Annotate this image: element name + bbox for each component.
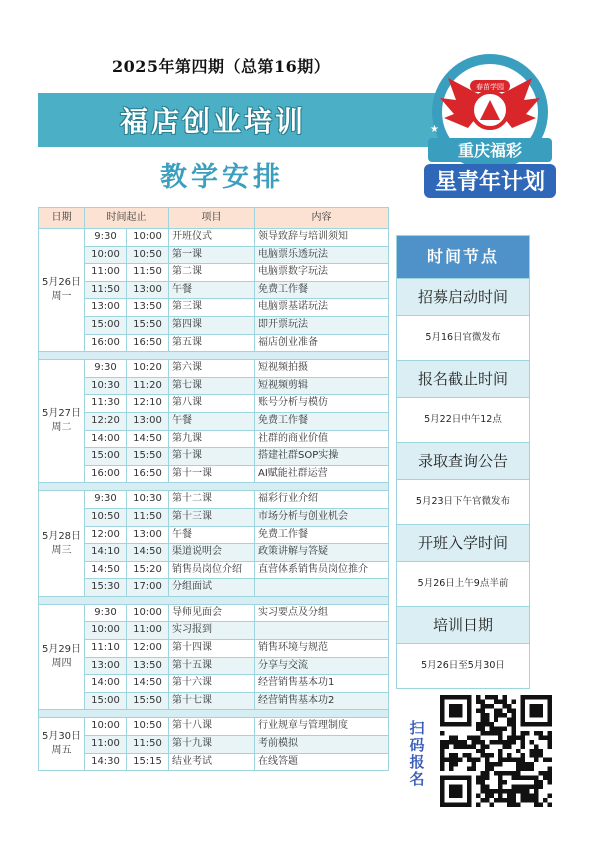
table-row xyxy=(39,657,389,675)
table-row xyxy=(39,604,389,622)
header-date: 日期 xyxy=(39,208,85,229)
day-date: 5月28日 xyxy=(41,530,82,542)
start-time-cell: 10:00 xyxy=(85,622,127,640)
start-time-cell: 11:00 xyxy=(85,736,127,754)
item-cell: 开班仪式 xyxy=(169,229,255,247)
topic-cell: 市场分析与创业机会 xyxy=(255,508,389,526)
day-date: 5月27日 xyxy=(41,408,82,420)
item-cell: 午餐 xyxy=(169,412,255,430)
start-time-cell: 15:30 xyxy=(85,579,127,597)
table-row xyxy=(39,448,389,466)
start-time-cell: 9:30 xyxy=(85,360,127,378)
table-row xyxy=(39,526,389,544)
item-cell: 午餐 xyxy=(169,526,255,544)
end-time-cell: 16:50 xyxy=(127,334,169,352)
schedule-body xyxy=(39,229,389,771)
end-time-cell: 11:50 xyxy=(127,736,169,754)
topic-cell: 搭建社群SOP实操 xyxy=(255,448,389,466)
item-cell: 午餐 xyxy=(169,281,255,299)
timeline-node-value: 5月26日至5月30日 xyxy=(397,643,529,688)
end-time-cell: 14:50 xyxy=(127,430,169,448)
start-time-cell: 14:30 xyxy=(85,753,127,771)
svg-text:★: ★ xyxy=(536,61,547,75)
logo-brand-line1: 重庆福彩 xyxy=(457,141,523,160)
end-time-cell: 13:50 xyxy=(127,657,169,675)
timeline-node-value: 5月23日下午官微发布 xyxy=(397,479,529,524)
end-time-cell: 10:20 xyxy=(127,360,169,378)
table-row xyxy=(39,508,389,526)
end-time-cell: 13:50 xyxy=(127,299,169,317)
item-cell: 第十一课 xyxy=(169,465,255,483)
end-time-cell: 10:50 xyxy=(127,246,169,264)
start-time-cell: 10:00 xyxy=(85,718,127,736)
item-cell: 第七课 xyxy=(169,377,255,395)
topic-cell: 免费工作餐 xyxy=(255,412,389,430)
item-cell: 第十四课 xyxy=(169,640,255,658)
topic-cell: 即开票玩法 xyxy=(255,316,389,334)
item-cell: 第十二课 xyxy=(169,491,255,509)
topic-cell: 经营销售基本功1 xyxy=(255,675,389,693)
end-time-cell: 12:00 xyxy=(127,640,169,658)
table-row xyxy=(39,579,389,597)
topic-cell xyxy=(255,622,389,640)
end-time-cell: 17:00 xyxy=(127,579,169,597)
start-time-cell: 14:00 xyxy=(85,430,127,448)
item-cell: 第十七课 xyxy=(169,692,255,710)
item-cell: 导师见面会 xyxy=(169,604,255,622)
table-row xyxy=(39,640,389,658)
table-row xyxy=(39,264,389,282)
topic-cell: 实习要点及分组 xyxy=(255,604,389,622)
end-time-cell: 11:20 xyxy=(127,377,169,395)
item-cell: 第五课 xyxy=(169,334,255,352)
topic-cell: 领导致辞与培训须知 xyxy=(255,229,389,247)
day-cell xyxy=(39,360,85,483)
item-cell: 第三课 xyxy=(169,299,255,317)
table-row xyxy=(39,622,389,640)
day-date: 5月30日 xyxy=(41,731,82,743)
item-cell: 第二课 xyxy=(169,264,255,282)
item-cell: 销售员岗位介绍 xyxy=(169,561,255,579)
topic-cell: 直营体系销售员岗位推介 xyxy=(255,561,389,579)
end-time-cell: 16:50 xyxy=(127,465,169,483)
table-row xyxy=(39,465,389,483)
scan-caption: 扫码报名 xyxy=(409,719,425,788)
schedule-table xyxy=(38,207,389,771)
table-row xyxy=(39,334,389,352)
item-cell: 第一课 xyxy=(169,246,255,264)
topic-cell: 销售环境与规范 xyxy=(255,640,389,658)
table-row xyxy=(39,281,389,299)
day-weekday: 周二 xyxy=(51,422,72,434)
timeline-heading: 时间节点 xyxy=(397,236,529,278)
item-cell: 第十三课 xyxy=(169,508,255,526)
item-cell: 第十五课 xyxy=(169,657,255,675)
day-separator xyxy=(39,352,389,360)
table-row xyxy=(39,561,389,579)
start-time-cell: 9:30 xyxy=(85,491,127,509)
end-time-cell: 13:00 xyxy=(127,526,169,544)
topic-cell: 账号分析与模仿 xyxy=(255,395,389,413)
start-time-cell: 12:00 xyxy=(85,526,127,544)
day-cell xyxy=(39,491,85,597)
topic-cell: AI赋能社群运营 xyxy=(255,465,389,483)
timeline-node-value: 5月16日官微发布 xyxy=(397,315,529,360)
day-weekday: 周四 xyxy=(51,658,72,670)
item-cell: 第十六课 xyxy=(169,675,255,693)
end-time-cell: 15:15 xyxy=(127,753,169,771)
end-time-cell: 15:20 xyxy=(127,561,169,579)
day-cell xyxy=(39,229,85,352)
start-time-cell: 10:00 xyxy=(85,246,127,264)
start-time-cell: 10:30 xyxy=(85,377,127,395)
end-time-cell: 14:50 xyxy=(127,544,169,562)
end-time-cell: 13:00 xyxy=(127,281,169,299)
day-date: 5月26日 xyxy=(41,277,82,289)
table-row xyxy=(39,316,389,334)
topic-cell xyxy=(255,579,389,597)
start-time-cell: 11:10 xyxy=(85,640,127,658)
end-time-cell: 15:50 xyxy=(127,692,169,710)
timeline-node-label: 招募启动时间 xyxy=(397,278,529,315)
topic-cell: 在线答题 xyxy=(255,753,389,771)
start-time-cell: 9:30 xyxy=(85,229,127,247)
topic-cell: 短视频剪辑 xyxy=(255,377,389,395)
start-time-cell: 12:20 xyxy=(85,412,127,430)
start-time-cell: 9:30 xyxy=(85,604,127,622)
table-header-row xyxy=(39,208,389,229)
end-time-cell: 11:50 xyxy=(127,508,169,526)
topic-cell: 分享与交流 xyxy=(255,657,389,675)
start-time-cell: 11:30 xyxy=(85,395,127,413)
item-cell: 第六课 xyxy=(169,360,255,378)
timeline-node-value: 5月22日中午12点 xyxy=(397,397,529,442)
day-cell xyxy=(39,718,85,771)
item-cell: 第十九课 xyxy=(169,736,255,754)
end-time-cell: 12:10 xyxy=(127,395,169,413)
start-time-cell: 15:00 xyxy=(85,448,127,466)
timeline-panel xyxy=(396,235,530,689)
timeline-node-label: 录取查询公告 xyxy=(397,442,529,479)
topic-cell: 电脑票乐透玩法 xyxy=(255,246,389,264)
start-time-cell: 15:00 xyxy=(85,316,127,334)
svg-text:★: ★ xyxy=(546,124,555,135)
table-row xyxy=(39,491,389,509)
timeline-node-label: 培训日期 xyxy=(397,606,529,643)
topic-cell: 短视频拍摄 xyxy=(255,360,389,378)
svg-text:★: ★ xyxy=(430,124,439,135)
topic-cell: 免费工作餐 xyxy=(255,526,389,544)
qr-code-icon[interactable] xyxy=(440,695,552,807)
start-time-cell: 10:50 xyxy=(85,508,127,526)
timeline-nodes xyxy=(397,278,529,688)
start-time-cell: 13:00 xyxy=(85,299,127,317)
end-time-cell: 10:50 xyxy=(127,718,169,736)
day-cell xyxy=(39,604,85,710)
day-separator xyxy=(39,596,389,604)
topic-cell: 政策讲解与答疑 xyxy=(255,544,389,562)
header-time: 时间起止 xyxy=(85,208,169,229)
topic-cell: 电脑票数字玩法 xyxy=(255,264,389,282)
topic-cell: 福彩行业介绍 xyxy=(255,491,389,509)
day-separator xyxy=(39,710,389,718)
end-time-cell: 13:00 xyxy=(127,412,169,430)
start-time-cell: 14:00 xyxy=(85,675,127,693)
timeline-node-value: 5月26日上午9点半前 xyxy=(397,561,529,606)
end-time-cell: 14:50 xyxy=(127,675,169,693)
start-time-cell: 16:00 xyxy=(85,334,127,352)
day-weekday: 周一 xyxy=(51,291,72,303)
day-weekday: 周五 xyxy=(51,745,72,757)
item-cell: 第十课 xyxy=(169,448,255,466)
topic-cell: 福店创业准备 xyxy=(255,334,389,352)
end-time-cell: 15:50 xyxy=(127,448,169,466)
start-time-cell: 11:50 xyxy=(85,281,127,299)
topic-cell: 免费工作餐 xyxy=(255,281,389,299)
item-cell: 第四课 xyxy=(169,316,255,334)
item-cell: 渠道说明会 xyxy=(169,544,255,562)
item-cell: 分组面试 xyxy=(169,579,255,597)
start-time-cell: 16:00 xyxy=(85,465,127,483)
table-row xyxy=(39,299,389,317)
table-row xyxy=(39,753,389,771)
table-row xyxy=(39,718,389,736)
item-cell: 第九课 xyxy=(169,430,255,448)
timeline-node-label: 报名截止时间 xyxy=(397,360,529,397)
table-row xyxy=(39,377,389,395)
page-subtitle: 教学安排 xyxy=(160,162,284,193)
topic-cell: 经营销售基本功2 xyxy=(255,692,389,710)
item-cell: 实习报到 xyxy=(169,622,255,640)
table-row xyxy=(39,395,389,413)
table-row xyxy=(39,246,389,264)
page-title: 福店创业培训 xyxy=(120,105,307,138)
start-time-cell: 14:50 xyxy=(85,561,127,579)
start-time-cell: 11:00 xyxy=(85,264,127,282)
table-row xyxy=(39,412,389,430)
header-item: 项目 xyxy=(169,208,255,229)
star-youth-logo xyxy=(418,40,568,205)
item-cell: 结业考试 xyxy=(169,753,255,771)
topic-cell: 考前模拟 xyxy=(255,736,389,754)
start-time-cell: 15:00 xyxy=(85,692,127,710)
end-time-cell: 15:50 xyxy=(127,316,169,334)
logo-badge-text: 春苗学园 xyxy=(476,83,504,91)
day-separator xyxy=(39,483,389,491)
table-row xyxy=(39,544,389,562)
end-time-cell: 10:30 xyxy=(127,491,169,509)
day-date: 5月29日 xyxy=(41,644,82,656)
item-cell: 第八课 xyxy=(169,395,255,413)
end-time-cell: 11:00 xyxy=(127,622,169,640)
item-cell: 第十八课 xyxy=(169,718,255,736)
table-row xyxy=(39,229,389,247)
header-topic: 内容 xyxy=(255,208,389,229)
topic-cell: 电脑票基诺玩法 xyxy=(255,299,389,317)
table-row xyxy=(39,692,389,710)
start-time-cell: 14:10 xyxy=(85,544,127,562)
day-weekday: 周三 xyxy=(51,544,72,556)
topic-cell: 社群的商业价值 xyxy=(255,430,389,448)
timeline-node-label: 开班入学时间 xyxy=(397,524,529,561)
start-time-cell: 13:00 xyxy=(85,657,127,675)
topic-cell: 行业规章与管理制度 xyxy=(255,718,389,736)
table-row xyxy=(39,675,389,693)
svg-text:★: ★ xyxy=(438,59,449,73)
issue-number: 2025年第四期（总第16期） xyxy=(112,57,331,76)
table-row xyxy=(39,360,389,378)
table-row xyxy=(39,430,389,448)
end-time-cell: 10:00 xyxy=(127,229,169,247)
logo-brand-line2: 星青年计划 xyxy=(434,170,546,195)
end-time-cell: 11:50 xyxy=(127,264,169,282)
table-row xyxy=(39,736,389,754)
end-time-cell: 10:00 xyxy=(127,604,169,622)
